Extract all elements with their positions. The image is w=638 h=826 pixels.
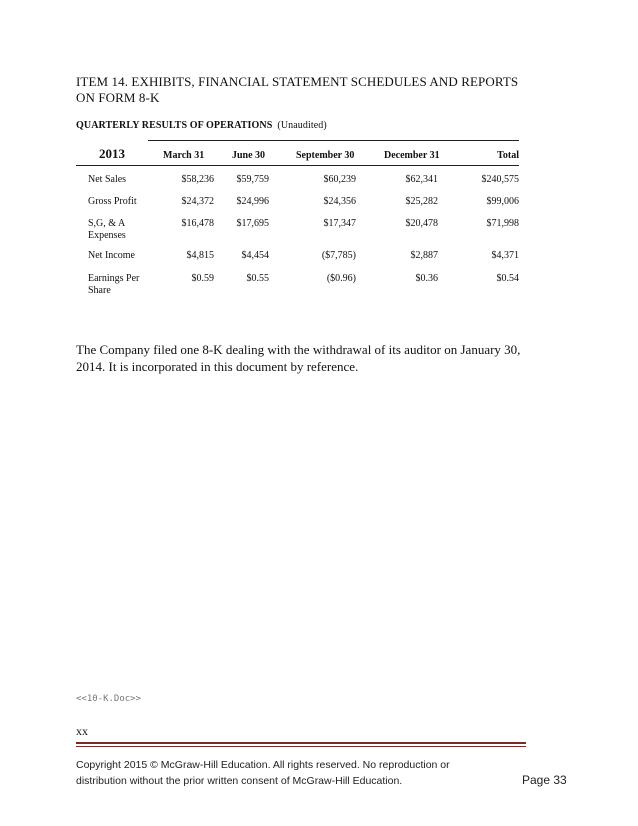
table-cell: $0.59 [191,273,214,284]
table-cell: $62,341 [405,174,438,185]
table-year: 2013 [99,146,125,161]
table-cell: $240,575 [481,174,519,185]
table-cell: $4,815 [186,250,214,261]
table-cell: ($0.96) [326,273,356,284]
table-title: QUARTERLY RESULTS OF OPERATIONS [76,120,273,131]
table-subheading [76,120,327,131]
body-paragraph: The Company filed one 8-K dealing with the withdrawal of its auditor on January 30, 2014. It is incorporated in this document by reference. [76,342,521,374]
page-number: Page 33 [522,773,567,787]
table-cell: $20,478 [405,218,438,229]
table-cell: $17,695 [236,218,269,229]
table-cell: $0.54 [496,273,519,284]
document-reference: <<10-K.Doc>> [76,694,142,704]
col-header-september: September 30 [296,150,355,161]
table-cell: $24,372 [181,196,214,207]
col-header-march: March 31 [163,150,205,161]
table-cell: $4,371 [491,250,519,261]
row-label: Earnings Per Share [88,273,140,296]
row-label: Gross Profit [88,196,137,207]
placeholder-marker: xx [76,724,88,738]
table-cell: $71,998 [486,218,519,229]
row-label: Net Income [88,250,135,261]
section-heading: ITEM 14. EXHIBITS, FINANCIAL STATEMENT SCHEDULES AND REPORTS ON FORM 8-K [76,74,519,105]
table-cell: $0.36 [415,273,438,284]
row-label: Net Sales [88,174,127,185]
table-cell: $2,887 [410,250,438,261]
table-cell: $60,239 [323,174,356,185]
table-cell: $99,006 [486,196,519,207]
table-top-rule [148,140,519,141]
table-cell: $25,282 [405,196,438,207]
footer-rule [76,746,526,747]
footer-copyright: Copyright 2015 © McGraw-Hill Education. All rights reserved. No reproduction or distribution without the prior written consent of McGraw-Hill Education. [76,759,450,787]
table-cell: $24,996 [236,196,269,207]
row-label: S,G, & A Expenses [88,218,126,241]
table-cell: $17,347 [323,218,356,229]
col-header-december: December 31 [384,150,440,161]
col-header-total: Total [497,150,519,161]
footer-rule [76,742,526,744]
table-header-rule [76,165,519,166]
table-note: (Unaudited) [277,120,327,131]
table-cell: $59,759 [236,174,269,185]
table-cell: ($7,785) [321,250,356,261]
table-cell: $24,356 [323,196,356,207]
col-header-june: June 30 [232,150,266,161]
table-cell: $16,478 [181,218,214,229]
table-cell: $0.55 [246,273,269,284]
table-cell: $58,236 [181,174,214,185]
table-cell: $4,454 [241,250,269,261]
